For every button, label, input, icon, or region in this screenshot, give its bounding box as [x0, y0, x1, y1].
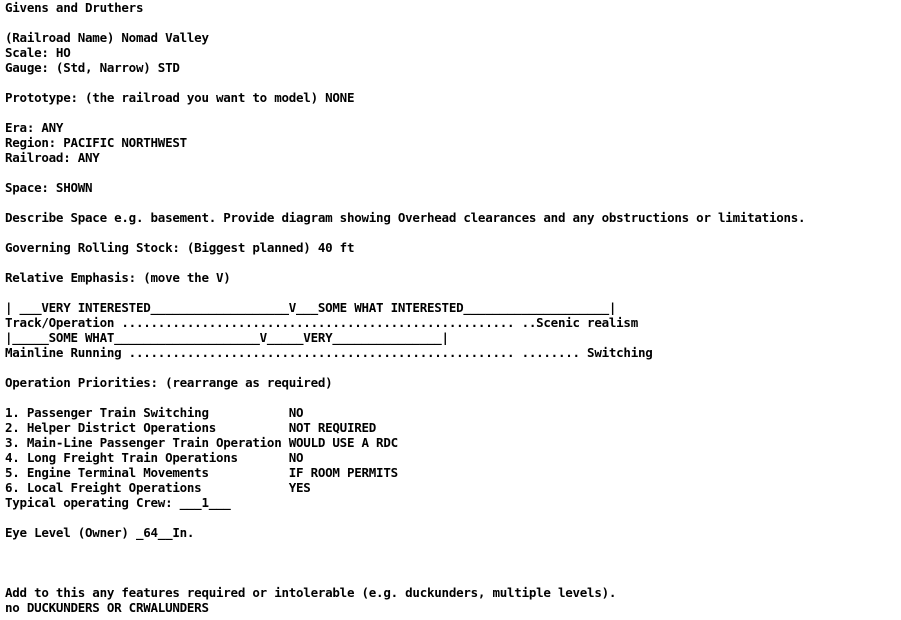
- spacer: [5, 570, 897, 585]
- emphasis-scale-1-labels: Track/Operation ...................................................... ..Scenic realism: [5, 315, 638, 330]
- spacer: [5, 105, 897, 120]
- priority-item: 6. Local Freight Operations YES: [5, 480, 311, 495]
- emphasis-scale-2-labels: Mainline Running ..................................................... ........ Switching: [5, 345, 653, 360]
- spacer: [5, 555, 897, 570]
- spacer: [5, 225, 897, 240]
- spacer: [5, 360, 897, 375]
- spacer: [5, 195, 897, 210]
- features-answer-line: no DUCKUNDERS OR CRWALUNDERS: [5, 600, 209, 615]
- spacer: [5, 510, 897, 525]
- givens-and-druthers-document: [5, 0, 897, 615]
- operating-crew-line: Typical operating Crew: ___1___: [5, 495, 231, 510]
- railroad-line: Railroad: ANY: [5, 150, 100, 165]
- railroad-name-line: (Railroad Name) Nomad Valley: [5, 30, 209, 45]
- relative-emphasis-heading: Relative Emphasis: (move the V): [5, 270, 231, 285]
- priority-item: 4. Long Freight Train Operations NO: [5, 450, 304, 465]
- features-prompt-line: Add to this any features required or intolerable (e.g. duckunders, multiple levels).: [5, 585, 617, 600]
- document-title: Givens and Druthers: [5, 0, 144, 15]
- spacer: [5, 15, 897, 30]
- spacer: [5, 390, 897, 405]
- emphasis-scale-1-bar: | ___VERY INTERESTED___________________V___SOME WHAT INTERESTED____________________|: [5, 300, 617, 315]
- rolling-stock-line: Governing Rolling Stock: (Biggest planned) 40 ft: [5, 240, 355, 255]
- spacer: [5, 75, 897, 90]
- priority-item: 1. Passenger Train Switching NO: [5, 405, 304, 420]
- priority-item: 2. Helper District Operations NOT REQUIRED: [5, 420, 377, 435]
- spacer: [5, 255, 897, 270]
- spacer: [5, 165, 897, 180]
- prototype-line: Prototype: (the railroad you want to model) NONE: [5, 90, 355, 105]
- emphasis-scale-2-bar: |_____SOME WHAT____________________V_____VERY_______________|: [5, 330, 449, 345]
- priority-item: 3. Main-Line Passenger Train Operation WOULD USE A RDC: [5, 435, 398, 450]
- region-line: Region: PACIFIC NORTHWEST: [5, 135, 187, 150]
- describe-space-line: Describe Space e.g. basement. Provide diagram showing Overhead clearances and any obstructions or limitations.: [5, 210, 806, 225]
- scale-line: Scale: HO: [5, 45, 71, 60]
- era-line: Era: ANY: [5, 120, 64, 135]
- spacer: [5, 540, 897, 555]
- spacer: [5, 285, 897, 300]
- priority-item: 5. Engine Terminal Movements IF ROOM PERMITS: [5, 465, 398, 480]
- operation-priorities-heading: Operation Priorities: (rearrange as required): [5, 375, 333, 390]
- eye-level-line: Eye Level (Owner) _64__In.: [5, 525, 195, 540]
- gauge-line: Gauge: (Std, Narrow) STD: [5, 60, 180, 75]
- space-line: Space: SHOWN: [5, 180, 93, 195]
